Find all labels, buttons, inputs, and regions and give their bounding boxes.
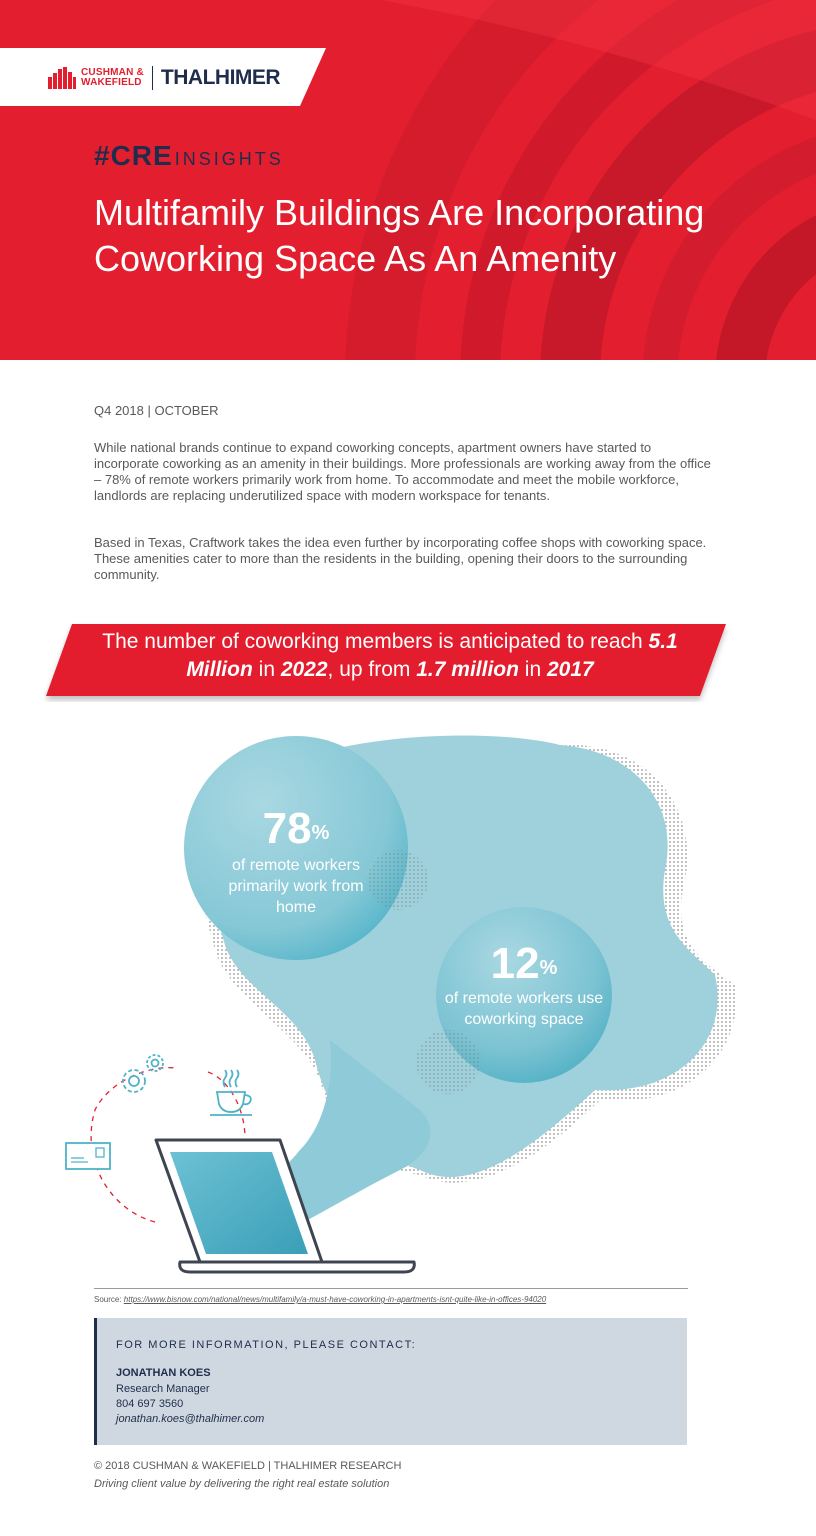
banner-text-1: The number of coworking members is anticipated to reach bbox=[102, 630, 649, 653]
stat-78-value-wrap bbox=[186, 805, 406, 853]
stat-12-unit: % bbox=[539, 957, 558, 979]
contact-phone[interactable]: 804 697 3560 bbox=[116, 1398, 184, 1410]
banner-year-2017: 2017 bbox=[546, 658, 594, 681]
stat-12 bbox=[436, 940, 612, 1030]
coffee-cup-icon bbox=[210, 1070, 252, 1115]
banner-text-4: in bbox=[518, 658, 547, 681]
cre-insights-tag bbox=[94, 140, 284, 172]
source-label: Source: bbox=[94, 1295, 124, 1304]
stat-78-label: of remote workers primarily work from home bbox=[228, 857, 364, 916]
footer-tagline: Driving client value by delivering the right real estate solution bbox=[94, 1478, 390, 1490]
copyright: © 2018 CUSHMAN & WAKEFIELD | THALHIMER RESEARCH bbox=[94, 1460, 402, 1472]
logo bbox=[48, 64, 280, 92]
banner-value-2022: 5.1 Million bbox=[186, 630, 678, 681]
highlight-banner-text bbox=[80, 628, 700, 684]
logo-line-1: CUSHMAN & bbox=[81, 67, 144, 78]
source-citation bbox=[94, 1295, 546, 1304]
contact-email[interactable]: jonathan.koes@thalhimer.com bbox=[116, 1413, 265, 1425]
logo-divider bbox=[152, 66, 153, 90]
stat-78 bbox=[186, 805, 406, 918]
contact-box bbox=[94, 1318, 687, 1445]
banner-year-2022: 2022 bbox=[280, 658, 328, 681]
envelope-icon bbox=[66, 1143, 110, 1169]
logo-thalhimer: THALHIMER bbox=[160, 66, 281, 89]
stat-78-value: 78 bbox=[262, 804, 312, 853]
logo-line-2: WAKEFIELD bbox=[81, 77, 142, 88]
page-title: Multifamily Buildings Are Incorporating Coworking Space As An Amenity bbox=[94, 192, 705, 279]
infographic-illustration bbox=[0, 720, 816, 1280]
banner-text-2: in bbox=[252, 658, 281, 681]
banner-value-2017: 1.7 million bbox=[416, 658, 519, 681]
craftwork-paragraph: Based in Texas, Craftwork takes the idea even further by incorporating coffee shops with coworking space. These amenities cater to more than the residents in the building, opening their doors to the surrounding community. bbox=[94, 535, 707, 582]
gears-icon bbox=[123, 1055, 163, 1092]
stat-78-unit: % bbox=[311, 822, 330, 844]
stat-12-value-wrap bbox=[436, 940, 612, 988]
intro-paragraph: While national brands continue to expand coworking concepts, apartment owners have started to incorporate coworking as an amenity in their buildings. More professionals are working away from the office – 78% of remote workers primarily work from home. To accommodate and meet the mobile workforce, landlords are replacing underutilized space with modern workspace for tenants. bbox=[94, 440, 711, 503]
source-divider bbox=[94, 1288, 688, 1289]
tag-hash: #CRE bbox=[94, 140, 173, 171]
source-link[interactable]: https://www.bisnow.com/national/news/multifamily/a-must-have-coworking-in-apartments-isnt-quite-like-in-offices-94020 bbox=[123, 1295, 547, 1304]
stat-12-label: of remote workers use coworking space bbox=[444, 990, 604, 1028]
banner-text-3: , up from bbox=[327, 658, 417, 681]
issue-date: Q4 2018 | OCTOBER bbox=[94, 403, 219, 418]
contact-heading: FOR MORE INFORMATION, PLEASE CONTACT: bbox=[116, 1339, 417, 1351]
cushman-wakefield-logo-icon bbox=[48, 67, 76, 89]
contact-name: JONATHAN KOES bbox=[116, 1367, 211, 1379]
stat-12-value: 12 bbox=[490, 939, 540, 988]
contact-role: Research Manager bbox=[116, 1383, 210, 1395]
tag-insights: INSIGHTS bbox=[174, 149, 284, 169]
